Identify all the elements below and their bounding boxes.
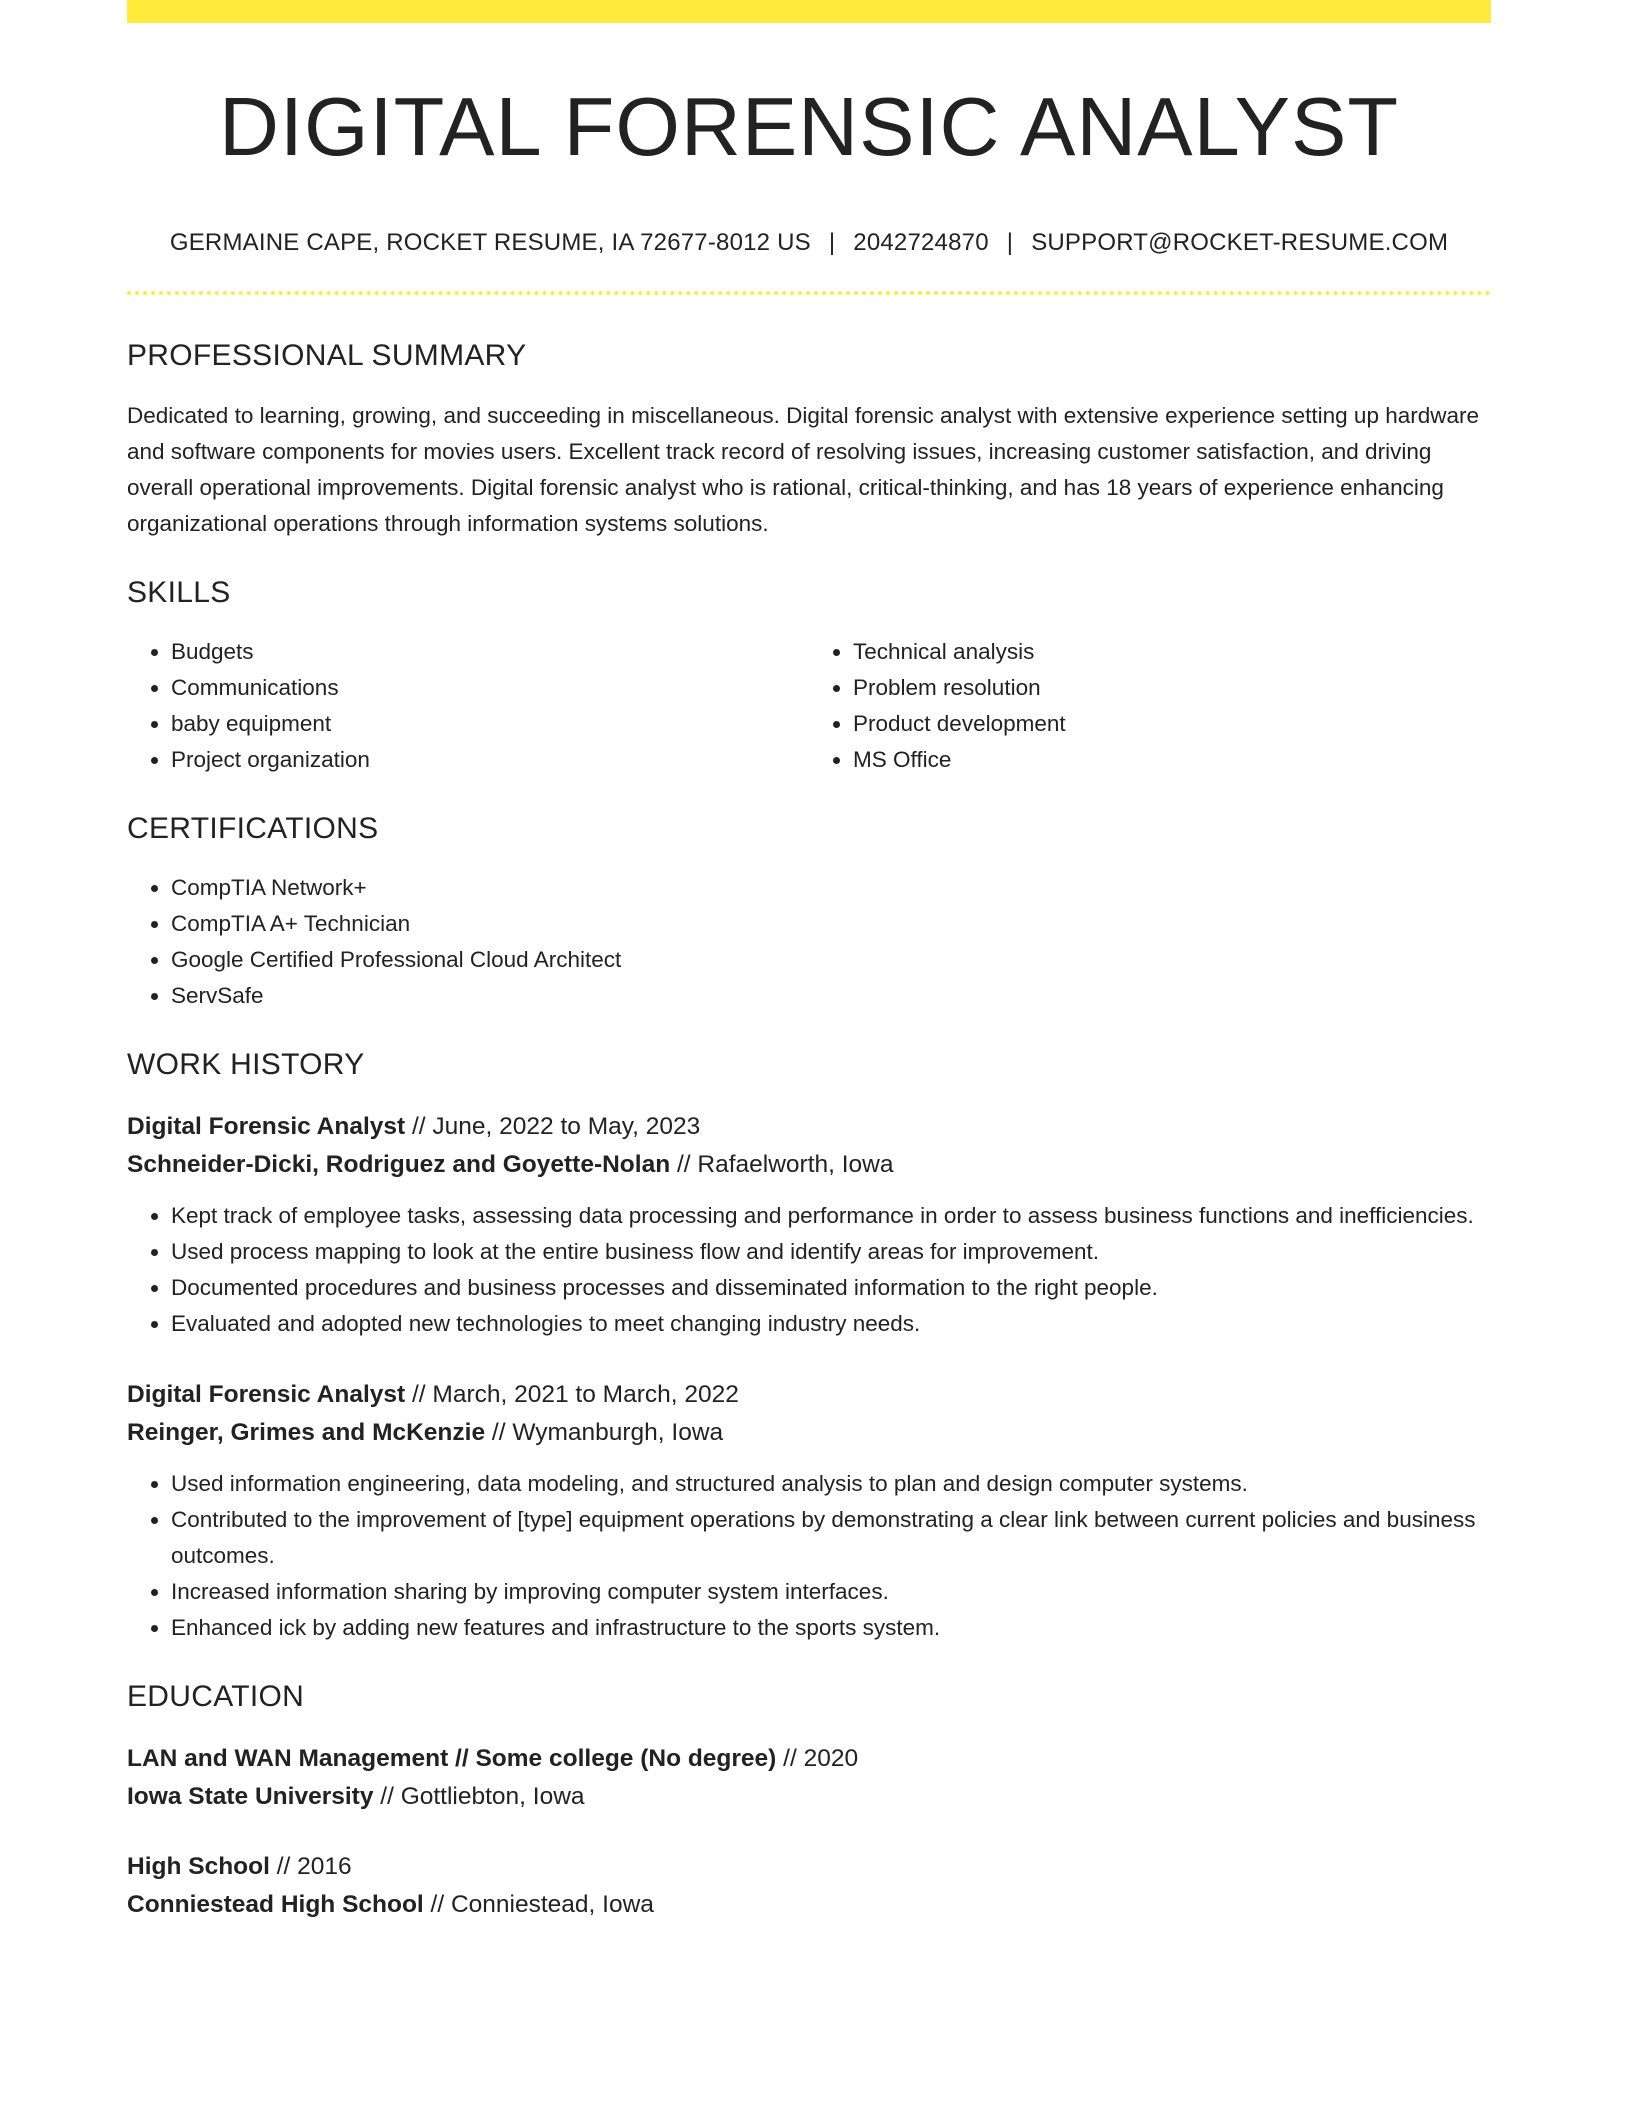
skill-item: • Communications	[171, 670, 809, 706]
skills-grid	[127, 634, 1491, 778]
education-school-line	[127, 1778, 1491, 1816]
job-entry	[127, 1108, 1491, 1342]
job-location: Wymanburgh, Iowa	[512, 1419, 724, 1447]
job-bullet: • Used information engineering, data modeling, and structured analysis to plan and design computer systems.	[171, 1466, 1491, 1502]
education-program-line	[127, 1740, 1491, 1778]
education-school: Conniestead High School	[127, 1891, 424, 1919]
skill-item: • MS Office	[853, 742, 1491, 778]
summary-heading: PROFESSIONAL SUMMARY	[127, 339, 527, 373]
contact-separator: |	[1006, 229, 1014, 257]
job-bullets	[127, 1466, 1491, 1646]
job-company-line	[127, 1414, 1491, 1452]
skill-item: • Problem resolution	[853, 670, 1491, 706]
delimiter: //	[373, 1783, 401, 1811]
job-title-line	[127, 1108, 1491, 1146]
education-entry	[127, 1848, 1491, 1924]
contact-phone: 2042724870	[853, 229, 989, 257]
contact-separator: |	[828, 229, 836, 257]
job-dates: March, 2021 to March, 2022	[432, 1381, 739, 1409]
skills-list-right	[809, 634, 1491, 778]
job-company-line	[127, 1146, 1491, 1184]
education-program: LAN and WAN Management // Some college (No degree)	[127, 1745, 777, 1773]
education-program: High School	[127, 1853, 270, 1881]
skill-item: • baby equipment	[171, 706, 809, 742]
job-bullet: • Used process mapping to look at the entire business flow and identify areas for improvement.	[171, 1234, 1491, 1270]
job-entry	[127, 1376, 1491, 1646]
certification-item: • Google Certified Professional Cloud Architect	[171, 942, 1491, 978]
delimiter: //	[423, 1891, 451, 1919]
accent-top-bar	[127, 0, 1491, 23]
education-location: Conniestead, Iowa	[450, 1891, 654, 1919]
work-history-heading: WORK HISTORY	[127, 1048, 365, 1082]
skill-item: • Product development	[853, 706, 1491, 742]
delimiter: //	[405, 1381, 433, 1409]
education-heading: EDUCATION	[127, 1680, 305, 1714]
contact-line	[127, 229, 1491, 257]
delimiter: //	[485, 1419, 513, 1447]
contact-address: GERMAINE CAPE, ROCKET RESUME, IA 72677-8012 US	[169, 229, 811, 257]
education-school: Iowa State University	[127, 1783, 374, 1811]
contact-email: SUPPORT@ROCKET-RESUME.COM	[1031, 229, 1449, 257]
certification-item: • CompTIA Network+	[171, 870, 1491, 906]
skills-heading: SKILLS	[127, 576, 231, 610]
education-year: 2016	[297, 1853, 352, 1881]
certification-item: • ServSafe	[171, 978, 1491, 1014]
education-location: Gottliebton, Iowa	[400, 1783, 585, 1811]
job-bullet: • Kept track of employee tasks, assessing data processing and performance in order to assess business functions and inefficiencies.	[171, 1198, 1491, 1234]
certification-item: • CompTIA A+ Technician	[171, 906, 1491, 942]
skill-item: • Budgets	[171, 634, 809, 670]
delimiter: //	[405, 1113, 433, 1141]
skill-item: • Technical analysis	[853, 634, 1491, 670]
education-year: 2020	[803, 1745, 859, 1773]
job-location: Rafaelworth, Iowa	[697, 1151, 894, 1179]
education-program-line	[127, 1848, 1491, 1886]
job-title: Digital Forensic Analyst	[127, 1381, 406, 1409]
delimiter: //	[776, 1745, 804, 1773]
delimiter: //	[269, 1853, 298, 1881]
job-bullet: • Evaluated and adopted new technologies to meet changing industry needs.	[171, 1306, 1491, 1342]
education-entry	[127, 1740, 1491, 1816]
job-title-line	[127, 1376, 1491, 1414]
skills-list-left	[127, 634, 809, 778]
job-company: Reinger, Grimes and McKenzie	[127, 1419, 486, 1447]
resume-page	[127, 0, 1491, 1924]
job-company: Schneider-Dicki, Rodriguez and Goyette-Nolan	[127, 1151, 671, 1179]
delimiter: //	[670, 1151, 698, 1179]
resume-title: DIGITAL FORENSIC ANALYST	[218, 80, 1400, 173]
skill-item: • Project organization	[171, 742, 809, 778]
job-dates: June, 2022 to May, 2023	[432, 1113, 701, 1141]
dotted-divider	[127, 291, 1491, 295]
job-bullet: • Enhanced ick by adding new features and infrastructure to the sports system.	[171, 1610, 1491, 1646]
job-bullets	[127, 1198, 1491, 1342]
job-bullet: • Documented procedures and business processes and disseminated information to the right people.	[171, 1270, 1491, 1306]
job-bullet: • Increased information sharing by improving computer system interfaces.	[171, 1574, 1491, 1610]
education-school-line	[127, 1886, 1491, 1924]
summary-text: Dedicated to learning, growing, and succeeding in miscellaneous. Digital forensic analyst with extensive experience setting up hardware and software components for movies users. Excellent track record of resolving issues, increasing customer satisfaction, and driving overall operational improvements. Digital forensic analyst who is rational, critical-thinking, and has 18 years of experience enhancing organizational operations through information systems solutions.	[127, 403, 1480, 537]
certifications-heading: CERTIFICATIONS	[127, 812, 379, 846]
certifications-list	[127, 870, 1491, 1014]
job-title: Digital Forensic Analyst	[127, 1113, 406, 1141]
job-bullet: • Contributed to the improvement of [type] equipment operations by demonstrating a clear link between current policies and business outcomes.	[171, 1502, 1491, 1574]
